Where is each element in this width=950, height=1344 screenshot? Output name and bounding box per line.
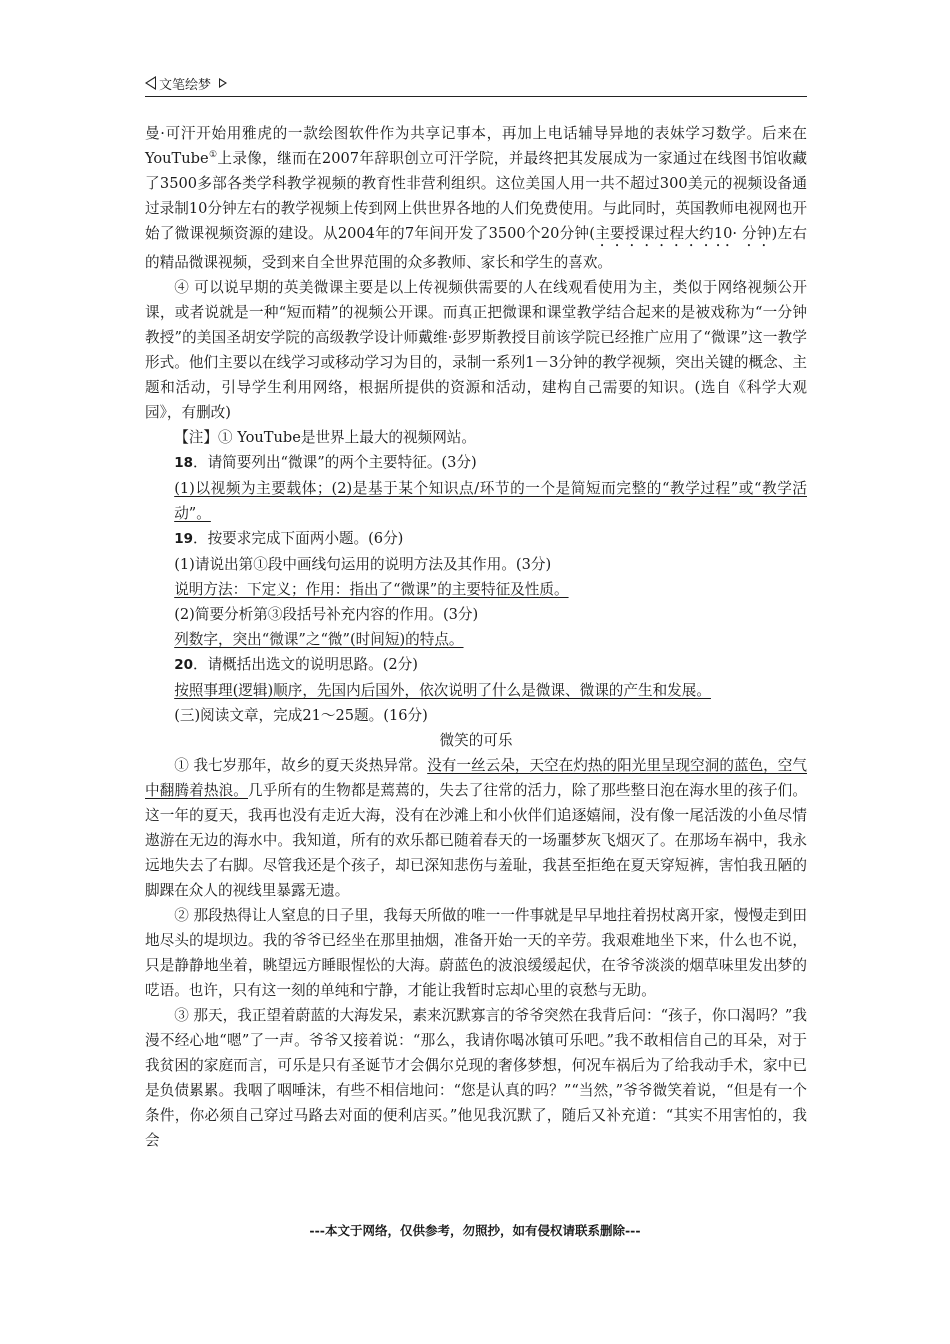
paragraph-continued: 曼·可汗开始用雅虎的一款绘图软件作为共享记事本，再加上电话辅导异地的表妹学习数学。后来在YouTube①上录像，继而在2007年辞职创立可汗学院，并最终把其发展成为一家通过在线图书馆收藏了3500多部各类学科教学视频的教育性非营利组织。这位美国人用一共不超过300美元的视频设备通过录制10分钟左右的教学视频上传到网上供世界各地的人们免费使用。与此同时，英国教师电视网也开始了微课视频资源的建设。从2004年的7年间开发了3500个20分钟(主要授课过程大约10· 分钟)左右的精品微课视频，受到来自全世界范围的众多教师、家长和学生的喜欢。 [145,125,807,271]
question-18: 18．请简要列出“微课”的两个主要特征。(3分) [174,454,477,471]
document-body [145,121,807,1153]
triangle-left-icon [145,76,156,90]
answer-19-2: 列数字，突出“微课”之“微”(时间短)的特点。 [174,631,464,648]
answer-19-1: 说明方法：下定义；作用：指出了“微课”的主要特征及性质。 [174,581,569,598]
header-title: 文笔绘梦 [159,77,212,93]
page-footer: ---本文于网络，仅供参考，勿照抄，如有侵权请联系删除--- [309,1223,641,1238]
paragraph-4: ④ 可以说早期的英美微课主要是以上传视频供需要的人在线观看使用为主，类似于网络视频公开课，或者说就是一种“短而精”的视频公开课。而真正把微课和课堂教学结合起来的是被戏称为“一分钟教授”的美国圣胡安学院的高级教学设计师戴维·彭罗斯教授目前该学院已经推广应用了“微课”这一教学形式。他们主要以在线学习或移动学习为目的，录制一系列1－3分钟的教学视频，突出关键的概念、主题和活动，引导学生利用网络，根据所提供的资源和活动，建构自己需要的知识。(选自《科学大观园》，有删改) [145,279,807,421]
triangle-right-icon [219,78,227,88]
story-paragraph-1: ① 我七岁那年，故乡的夏天炎热异常。没有一丝云朵，天空在灼热的阳光里呈现空洞的蓝色，空气中翻腾着热浪。几乎所有的生物都是蔫蔫的，失去了往常的活力，除了那些整日泡在海水里的孩子们。这一年的夏天，我再也没有走近大海，没有在沙滩上和小伙伴们追逐嬉闹，没有像一尾活泼的小鱼尽情遨游在无边的海水中。我知道，所有的欢乐都已随着春天的一场噩梦灰飞烟灭了。在那场车祸中，我永远地失去了右脚。尽管我还是个孩子，却已深知悲伤与羞耻，我甚至拒绝在夏天穿短裤，害怕我丑陋的脚踝在众人的视线里暴露无遗。 [145,757,807,899]
answer-18: (1)以视频为主要载体；(2)是基于某个知识点/环节的一个是简短而完整的“教学过程”或“教学活动”。 [174,480,807,522]
dotted-parenthetical: (主要授课过程大约10· 分钟) [589,225,778,242]
footnote-marker: ① [208,150,218,161]
section-3-instruction: (三)阅读文章，完成21～25题。(16分) [174,707,428,724]
story-paragraph-3: ③ 那天，我正望着蔚蓝的大海发呆，素来沉默寡言的爷爷突然在我背后问：“孩子，你口渴吗？”我漫不经心地“嗯”了一声。爷爷又接着说：“那么，我请你喝冰镇可乐吧。”我不敢相信自己的耳朵，对于我贫困的家庭而言，可乐是只有圣诞节才会偶尔兑现的奢侈梦想，何况车祸后为了给我动手术，家中已是负债累累。我咽了咽唾沫，有些不相信地问：“您是认真的吗？”“当然，”爷爷微笑着说，“但是有一个条件，你必须自己穿过马路去对面的便利店买。”他见我沉默了，随后又补充道：“其实不用害怕的，我会 [145,1007,807,1149]
story-paragraph-2: ② 那段热得让人窒息的日子里，我每天所做的唯一一件事就是早早地拄着拐杖离开家，慢慢走到田地尽头的堤坝边。我的爷爷已经坐在那里抽烟，准备开始一天的辛劳。我艰难地坐下来，什么也不说，只是静静地坐着，眺望远方睡眼惺忪的大海。蔚蓝色的波浪缓缓起伏，在爷爷淡淡的烟草味里发出梦的呓语。也许，只有这一刻的单纯和宁静，才能让我暂时忘却心里的哀愁与无助。 [145,907,807,999]
question-19-2: (2)简要分析第③段括号补充内容的作用。(3分) [174,606,479,623]
footnote: 【注】① YouTube是世界上最大的视频网站。 [174,429,476,446]
page-header [145,70,807,97]
story-title: 微笑的可乐 [439,732,513,749]
underlined-sentence: 没有一丝云朵，天空在灼热的阳光里呈现空洞的蓝色，空气中翻腾着热浪。 [145,757,807,799]
page [145,70,807,1153]
answer-20: 按照事理(逻辑)顺序，先国内后国外，依次说明了什么是微课、微课的产生和发展。 [174,682,711,699]
question-20: 20．请概括出选文的说明思路。(2分) [174,656,418,673]
question-19-1: (1)请说出第①段中画线句运用的说明方法及其作用。(3分) [174,556,552,573]
question-19: 19．按要求完成下面两小题。(6分) [174,530,404,547]
